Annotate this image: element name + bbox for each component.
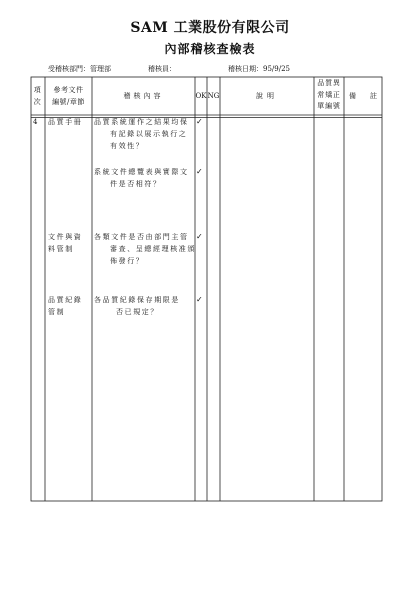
row-4-ok-check-icon: ✓: [196, 295, 203, 304]
row-2-content-line1: 系統文件總覽表與實際文: [94, 168, 189, 176]
row-3-reference: [48, 231, 82, 255]
header-qa-line3: 單編號: [317, 102, 341, 110]
header-ng: NG: [207, 92, 220, 100]
row-1-content-line3: 有效性？: [110, 142, 145, 150]
row-1-item-no: 4: [33, 118, 40, 126]
header-reference-line1: 參考文件: [53, 86, 84, 94]
row-1-reference: [48, 116, 82, 128]
row-4-content-line1: 各品質紀錄保存期限是: [94, 296, 180, 304]
header-remark: 備 註: [349, 92, 377, 100]
row-3-ok-check-icon: ✓: [196, 232, 203, 241]
row-4-reference: [48, 294, 82, 318]
row-1-content-line1: 品質系統運作之結果均保: [94, 118, 189, 126]
row-1-ok-check-icon: ✓: [196, 117, 203, 126]
row-3-reference-line1: 文件與資: [48, 233, 83, 241]
header-qa-line2: 常矯正: [317, 90, 341, 99]
header-item-no-line2: 次: [33, 98, 43, 106]
row-1-content-line2: 有記錄以展示執行之: [110, 130, 188, 138]
row-3-reference-line2: 料管制: [48, 245, 74, 253]
audited-department: 受稽核部門：管理部: [48, 65, 111, 73]
company-title: SAM 工業股份有限公司: [130, 20, 290, 36]
header-audit-content: 稽核內容: [123, 92, 164, 100]
row-4-reference-line1: 品質紀錄: [48, 296, 83, 304]
row-3-content-line1: 各類文件是否由部門主管: [94, 233, 189, 241]
header-qa-line1: 品質異: [317, 79, 341, 87]
row-2-audit-content: [94, 166, 189, 190]
row-2-ok-check-icon: ✓: [196, 167, 203, 176]
row-3-audit-content: [94, 231, 196, 267]
header-reference-doc: [45, 84, 92, 108]
row-2-content-line2: 件是否相符？: [110, 180, 162, 188]
header-item-no: [31, 84, 45, 108]
header-quality-corrective-no: [314, 78, 344, 113]
row-4-reference-line2: 管制: [48, 308, 66, 316]
audit-date: 稽核日期：95/9/25: [228, 65, 290, 73]
row-4-audit-content: [94, 294, 180, 318]
row-3-content-line2: 審查、呈總經理核准頒: [110, 245, 196, 253]
auditor-field: 稽核員：: [148, 65, 176, 73]
row-1-reference-line1: 品質手冊: [48, 118, 83, 126]
row-4-content-line2: 否已規定？: [116, 308, 159, 316]
header-reference-line2: 編號/章節: [52, 98, 85, 106]
row-1-audit-content: [94, 116, 189, 152]
header-ok: OK: [195, 92, 207, 100]
header-item-no-line1: 項: [33, 86, 43, 94]
header-description: 說明: [256, 92, 278, 100]
row-3-content-line3: 佈發行？: [110, 257, 145, 265]
form-title: 內部稽核查檢表: [164, 42, 256, 56]
